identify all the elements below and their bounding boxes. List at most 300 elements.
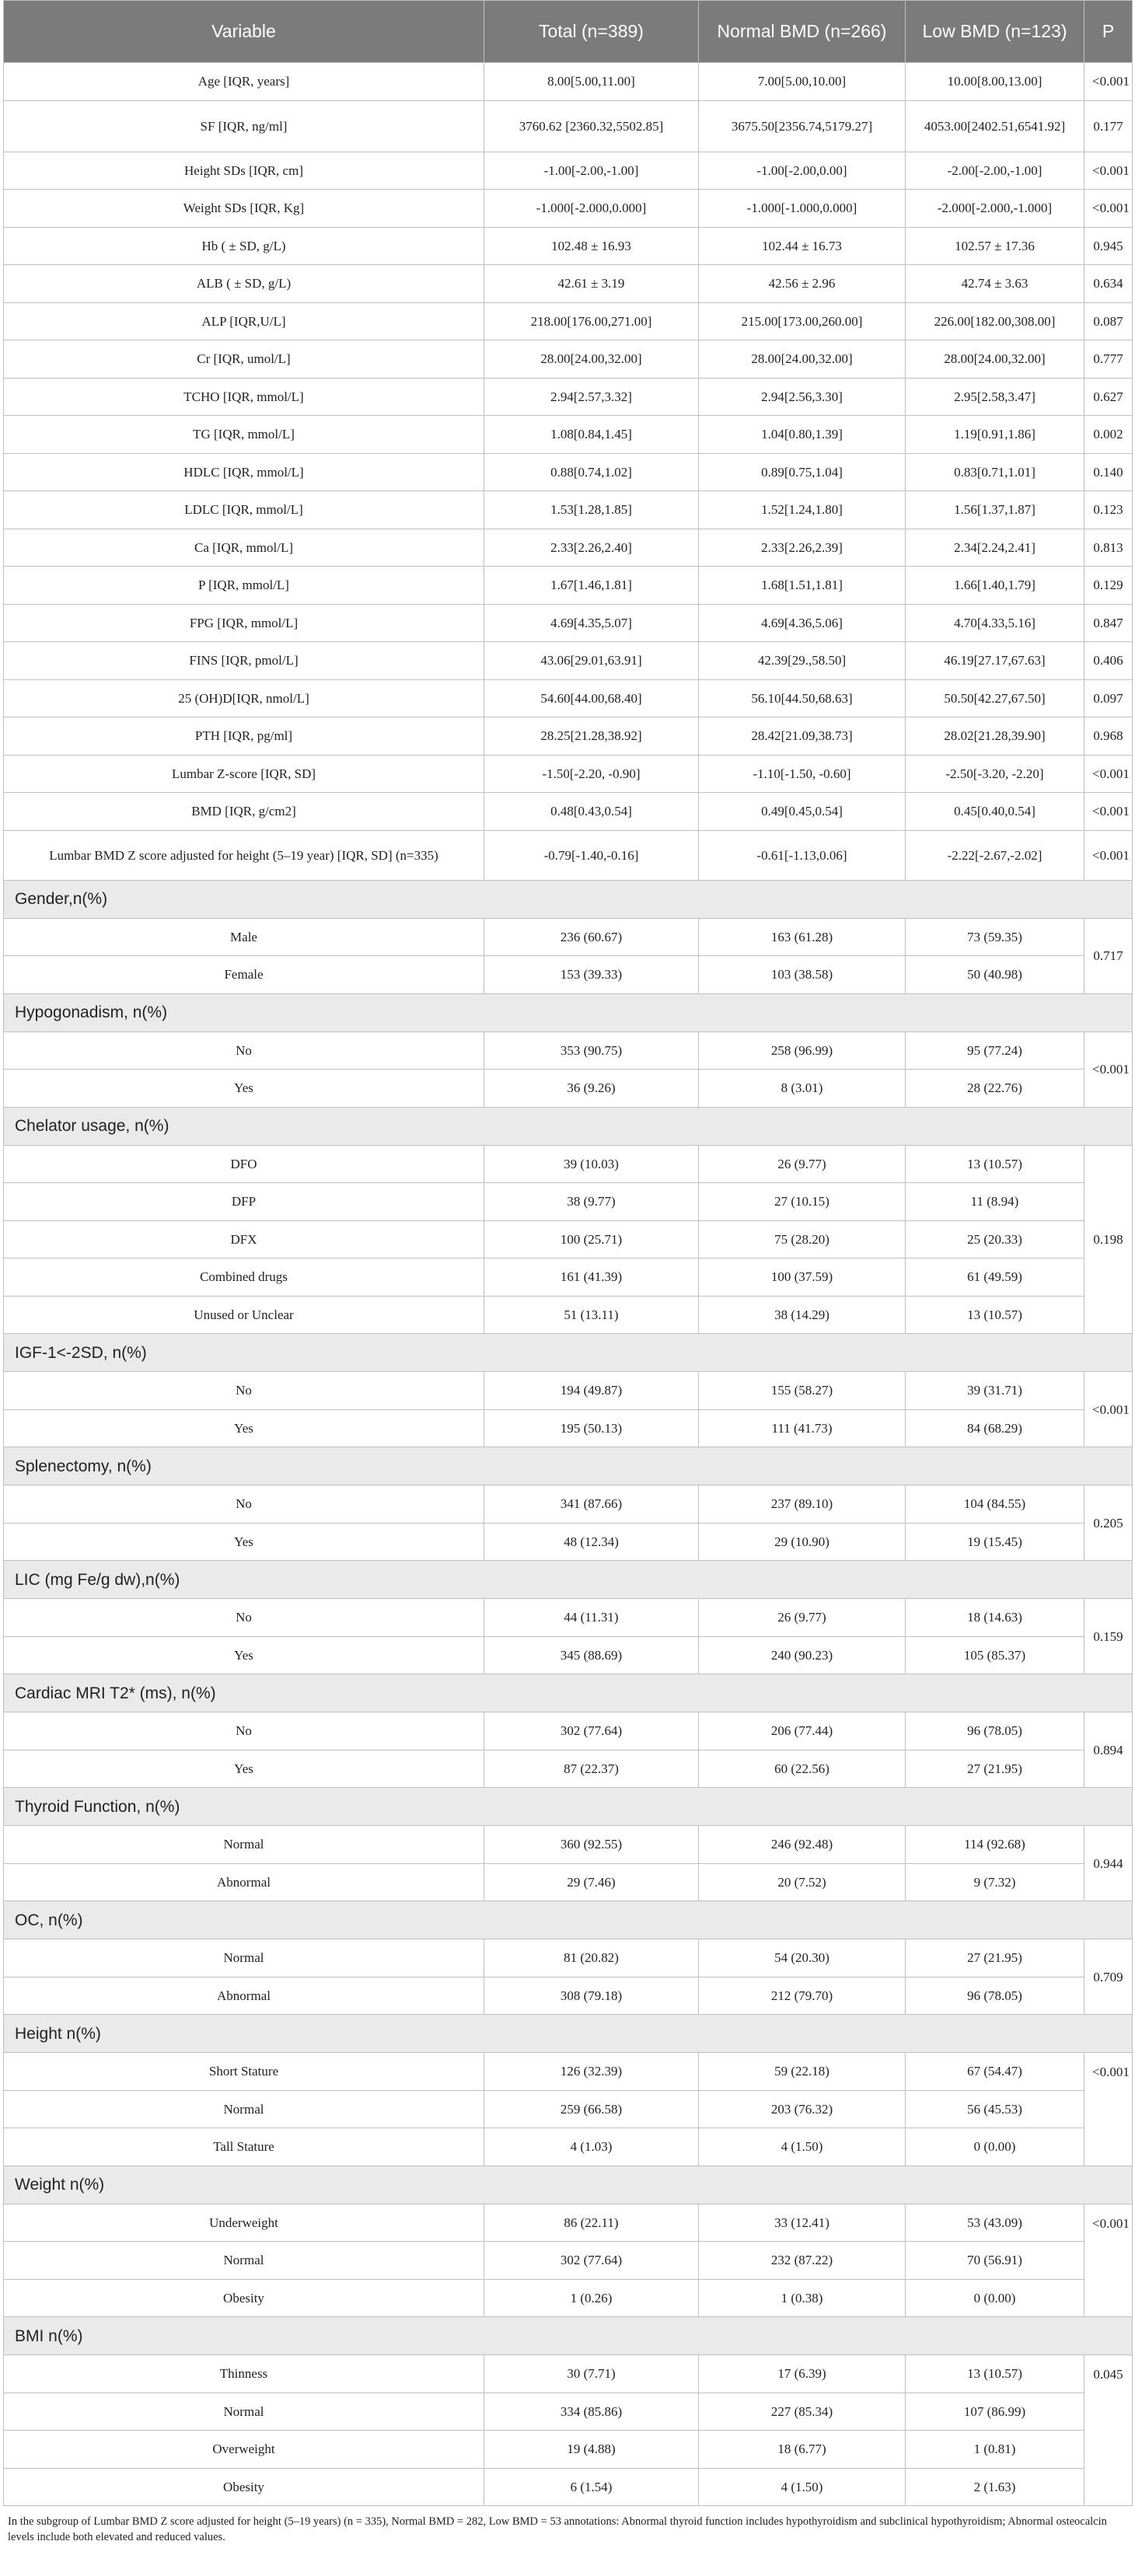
total-cell: 218.00[176.00,271.00]	[484, 302, 699, 340]
p-value-cell: <0.001	[1084, 793, 1133, 831]
variable-cell: P [IQR, mmol/L]	[4, 567, 484, 605]
normal-bmd-cell: 246 (92.48)	[699, 1826, 906, 1864]
low-bmd-cell: 28 (22.76)	[906, 1070, 1084, 1108]
header-total: Total (n=389)	[484, 1, 699, 63]
category-title: Chelator usage, n(%)	[4, 1107, 1133, 1145]
total-cell: 0.48[0.43,0.54]	[484, 793, 699, 831]
table-row	[4, 190, 1133, 228]
normal-bmd-cell: 18 (6.77)	[699, 2431, 906, 2469]
variable-cell: Normal	[4, 2242, 484, 2280]
table-row	[4, 717, 1133, 756]
total-cell: 236 (60.67)	[484, 918, 699, 956]
low-bmd-cell: 13 (10.57)	[906, 1145, 1084, 1183]
p-value-cell: 0.627	[1084, 378, 1133, 416]
total-cell: 259 (66.58)	[484, 2090, 699, 2128]
low-bmd-cell: 9 (7.32)	[906, 1863, 1084, 1901]
normal-bmd-cell: -1.00[-2.00,0.00]	[699, 152, 906, 190]
normal-bmd-cell: 1 (0.38)	[699, 2279, 906, 2317]
p-value-cell: 0.140	[1084, 453, 1133, 491]
total-cell: -1.00[-2.00,-1.00]	[484, 152, 699, 190]
table-row	[4, 755, 1133, 793]
variable-cell: No	[4, 1599, 484, 1637]
table-row	[4, 2279, 1133, 2317]
p-value-cell: <0.001	[1084, 190, 1133, 228]
normal-bmd-cell: 2.33[2.26,2.39]	[699, 529, 906, 567]
variable-cell: Cr [IQR, umol/L]	[4, 340, 484, 379]
category-header-row	[4, 1561, 1133, 1599]
total-cell: 1 (0.26)	[484, 2279, 699, 2317]
table-row	[4, 2431, 1133, 2469]
variable-cell: Underweight	[4, 2204, 484, 2242]
variable-cell: Overweight	[4, 2431, 484, 2469]
p-value-cell: <0.001	[1084, 152, 1133, 190]
normal-bmd-cell: 0.89[0.75,1.04]	[699, 453, 906, 491]
low-bmd-cell: 73 (59.35)	[906, 918, 1084, 956]
low-bmd-cell: 114 (92.68)	[906, 1826, 1084, 1864]
normal-bmd-cell: 4 (1.50)	[699, 2128, 906, 2166]
normal-bmd-cell: 29 (10.90)	[699, 1523, 906, 1561]
category-title: OC, n(%)	[4, 1901, 1133, 1939]
variable-cell: Abnormal	[4, 1977, 484, 2015]
normal-bmd-cell: 237 (89.10)	[699, 1485, 906, 1524]
normal-bmd-cell: -0.61[-1.13,0.06]	[699, 830, 906, 880]
low-bmd-cell: 13 (10.57)	[906, 2355, 1084, 2393]
normal-bmd-cell: 1.04[0.80,1.39]	[699, 416, 906, 454]
low-bmd-cell: 2.95[2.58,3.47]	[906, 378, 1084, 416]
total-cell: 308 (79.18)	[484, 1977, 699, 2015]
total-cell: 0.88[0.74,1.02]	[484, 453, 699, 491]
low-bmd-cell: 96 (78.05)	[906, 1712, 1084, 1750]
variable-cell: Thinness	[4, 2355, 484, 2393]
normal-bmd-cell: 4.69[4.36,5.06]	[699, 604, 906, 642]
p-value-cell: 0.944	[1084, 1826, 1133, 1901]
variable-cell: Weight SDs [IQR, Kg]	[4, 190, 484, 228]
normal-bmd-cell: 4 (1.50)	[699, 2468, 906, 2506]
total-cell: 8.00[5.00,11.00]	[484, 63, 699, 101]
table-row	[4, 679, 1133, 717]
total-cell: 36 (9.26)	[484, 1070, 699, 1108]
low-bmd-cell: -2.000[-2.000,-1.000]	[906, 190, 1084, 228]
low-bmd-cell: 11 (8.94)	[906, 1183, 1084, 1221]
category-header-row	[4, 880, 1133, 918]
category-header-row	[4, 2317, 1133, 2355]
total-cell: 42.61 ± 3.19	[484, 265, 699, 303]
category-header-row	[4, 2015, 1133, 2053]
low-bmd-cell: 18 (14.63)	[906, 1599, 1084, 1637]
normal-bmd-cell: 102.44 ± 16.73	[699, 227, 906, 265]
variable-cell: FINS [IQR, pmol/L]	[4, 642, 484, 680]
low-bmd-cell: 53 (43.09)	[906, 2204, 1084, 2242]
low-bmd-cell: 96 (78.05)	[906, 1977, 1084, 2015]
variable-cell: Normal	[4, 1939, 484, 1977]
table-row	[4, 1485, 1133, 1524]
normal-bmd-cell: 28.42[21.09,38.73]	[699, 717, 906, 756]
total-cell: 28.25[21.28,38.92]	[484, 717, 699, 756]
low-bmd-cell: 105 (85.37)	[906, 1636, 1084, 1674]
total-cell: 345 (88.69)	[484, 1636, 699, 1674]
p-value-cell: 0.159	[1084, 1599, 1133, 1674]
normal-bmd-cell: 203 (76.32)	[699, 2090, 906, 2128]
p-value-cell: 0.709	[1084, 1939, 1133, 2015]
normal-bmd-cell: 20 (7.52)	[699, 1863, 906, 1901]
table-row	[4, 152, 1133, 190]
normal-bmd-cell: 163 (61.28)	[699, 918, 906, 956]
total-cell: 86 (22.11)	[484, 2204, 699, 2242]
total-cell: 39 (10.03)	[484, 1145, 699, 1183]
p-value-cell: 0.205	[1084, 1485, 1133, 1561]
category-title: Hypogonadism, n(%)	[4, 993, 1133, 1031]
normal-bmd-cell: 27 (10.15)	[699, 1183, 906, 1221]
low-bmd-cell: 28.00[24.00,32.00]	[906, 340, 1084, 379]
low-bmd-cell: 1.19[0.91,1.86]	[906, 416, 1084, 454]
p-value-cell: <0.001	[1084, 755, 1133, 793]
variable-cell: 25 (OH)D[IQR, nmol/L]	[4, 679, 484, 717]
table-row	[4, 2393, 1133, 2431]
variable-cell: Abnormal	[4, 1863, 484, 1901]
normal-bmd-cell: 26 (9.77)	[699, 1145, 906, 1183]
variable-cell: Obesity	[4, 2468, 484, 2506]
low-bmd-cell: 19 (15.45)	[906, 1523, 1084, 1561]
p-value-cell: 0.123	[1084, 491, 1133, 529]
variable-cell: No	[4, 1372, 484, 1410]
table-row	[4, 567, 1133, 605]
table-row	[4, 265, 1133, 303]
p-value-cell: 0.813	[1084, 529, 1133, 567]
category-header-row	[4, 1334, 1133, 1372]
table-row	[4, 302, 1133, 340]
p-value-cell: 0.945	[1084, 227, 1133, 265]
table-body	[4, 63, 1133, 2506]
total-cell: -1.000[-2.000,0.000]	[484, 190, 699, 228]
table-header	[4, 1, 1133, 63]
variable-cell: Height SDs [IQR, cm]	[4, 152, 484, 190]
p-value-cell: 0.847	[1084, 604, 1133, 642]
category-title: Cardiac MRI T2* (ms), n(%)	[4, 1674, 1133, 1712]
variable-cell: No	[4, 1031, 484, 1070]
low-bmd-cell: 0.83[0.71,1.01]	[906, 453, 1084, 491]
normal-bmd-cell: 42.39[29.,58.50]	[699, 642, 906, 680]
table-row	[4, 2053, 1133, 2091]
p-value-cell: 0.002	[1084, 416, 1133, 454]
header-p: P	[1084, 1, 1133, 63]
low-bmd-cell: -2.00[-2.00,-1.00]	[906, 152, 1084, 190]
variable-cell: DFO	[4, 1145, 484, 1183]
low-bmd-cell: 10.00[8.00,13.00]	[906, 63, 1084, 101]
low-bmd-cell: 1 (0.81)	[906, 2431, 1084, 2469]
table-row	[4, 1183, 1133, 1221]
category-header-row	[4, 1107, 1133, 1145]
category-title: IGF-1<-2SD, n(%)	[4, 1334, 1133, 1372]
category-header-row	[4, 1901, 1133, 1939]
low-bmd-cell: 84 (68.29)	[906, 1409, 1084, 1447]
variable-cell: Yes	[4, 1070, 484, 1108]
table-row	[4, 2242, 1133, 2280]
variable-cell: Yes	[4, 1523, 484, 1561]
total-cell: 161 (41.39)	[484, 1258, 699, 1297]
total-cell: 29 (7.46)	[484, 1863, 699, 1901]
table-row	[4, 416, 1133, 454]
normal-bmd-cell: 100 (37.59)	[699, 1258, 906, 1297]
p-value-cell: 0.634	[1084, 265, 1133, 303]
p-value-cell: 0.894	[1084, 1712, 1133, 1788]
low-bmd-cell: -2.22[-2.67,-2.02]	[906, 830, 1084, 880]
total-cell: 1.67[1.46,1.81]	[484, 567, 699, 605]
normal-bmd-cell: 60 (22.56)	[699, 1750, 906, 1788]
total-cell: 4 (1.03)	[484, 2128, 699, 2166]
variable-cell: No	[4, 1712, 484, 1750]
table-row	[4, 956, 1133, 994]
normal-bmd-cell: -1.10[-1.50, -0.60]	[699, 755, 906, 793]
p-value-cell: <0.001	[1084, 63, 1133, 101]
normal-bmd-cell: 227 (85.34)	[699, 2393, 906, 2431]
low-bmd-cell: 2 (1.63)	[906, 2468, 1084, 2506]
table-row	[4, 793, 1133, 831]
p-value-cell: <0.001	[1084, 2204, 1133, 2317]
category-title: BMI n(%)	[4, 2317, 1133, 2355]
p-value-cell: 0.198	[1084, 1145, 1133, 1334]
low-bmd-cell: 1.56[1.37,1.87]	[906, 491, 1084, 529]
normal-bmd-cell: 17 (6.39)	[699, 2355, 906, 2393]
table-footnote: In the subgroup of Lumbar BMD Z score adjusted for height (5–19 years) (n = 335), Normal BMD = 282, Low BMD = 53 annotations: Abnormal thyroid function includes hypothyroidism and subclinical hypothyroidism; Abnormal osteocalcin levels include both elevated and reduced values.	[8, 2515, 1107, 2543]
p-value-cell: 0.129	[1084, 567, 1133, 605]
normal-bmd-cell: 111 (41.73)	[699, 1409, 906, 1447]
low-bmd-cell: 28.02[21.28,39.90]	[906, 717, 1084, 756]
table-row	[4, 1939, 1133, 1977]
variable-cell: Ca [IQR, mmol/L]	[4, 529, 484, 567]
category-header-row	[4, 2166, 1133, 2204]
normal-bmd-cell: 7.00[5.00,10.00]	[699, 63, 906, 101]
total-cell: 153 (39.33)	[484, 956, 699, 994]
low-bmd-cell: 104 (84.55)	[906, 1485, 1084, 1524]
category-header-row	[4, 1674, 1133, 1712]
low-bmd-cell: 13 (10.57)	[906, 1296, 1084, 1334]
variable-cell: Male	[4, 918, 484, 956]
table-row	[4, 2355, 1133, 2393]
variable-cell: Tall Stature	[4, 2128, 484, 2166]
normal-bmd-cell: 42.56 ± 2.96	[699, 265, 906, 303]
table-row	[4, 227, 1133, 265]
low-bmd-cell: 4053.00[2402.51,6541.92]	[906, 100, 1084, 152]
total-cell: 30 (7.71)	[484, 2355, 699, 2393]
table-row	[4, 1220, 1133, 1258]
normal-bmd-cell: 1.52[1.24,1.80]	[699, 491, 906, 529]
normal-bmd-cell: 3675.50[2356.74,5179.27]	[699, 100, 906, 152]
variable-cell: Yes	[4, 1750, 484, 1788]
p-value-cell: 0.406	[1084, 642, 1133, 680]
p-value-cell: <0.001	[1084, 830, 1133, 880]
table-row	[4, 2468, 1133, 2506]
low-bmd-cell: 27 (21.95)	[906, 1939, 1084, 1977]
variable-cell: Female	[4, 956, 484, 994]
table-row	[4, 63, 1133, 101]
table-row	[4, 2090, 1133, 2128]
normal-bmd-cell: 155 (58.27)	[699, 1372, 906, 1410]
low-bmd-cell: 4.70[4.33,5.16]	[906, 604, 1084, 642]
normal-bmd-cell: 258 (96.99)	[699, 1031, 906, 1070]
total-cell: 6 (1.54)	[484, 2468, 699, 2506]
table-row	[4, 1409, 1133, 1447]
variable-cell: LDLC [IQR, mmol/L]	[4, 491, 484, 529]
variable-cell: Unused or Unclear	[4, 1296, 484, 1334]
table-row	[4, 1750, 1133, 1788]
table-row	[4, 2204, 1133, 2242]
table-row	[4, 378, 1133, 416]
normal-bmd-cell: 0.49[0.45,0.54]	[699, 793, 906, 831]
category-title: Gender,n(%)	[4, 880, 1133, 918]
low-bmd-cell: 226.00[182.00,308.00]	[906, 302, 1084, 340]
table-row	[4, 453, 1133, 491]
low-bmd-cell: 39 (31.71)	[906, 1372, 1084, 1410]
total-cell: 43.06[29.01,63.91]	[484, 642, 699, 680]
header-variable: Variable	[4, 1, 484, 63]
variable-cell: PTH [IQR, pg/ml]	[4, 717, 484, 756]
low-bmd-cell: 70 (56.91)	[906, 2242, 1084, 2280]
variable-cell: DFX	[4, 1220, 484, 1258]
variable-cell: DFP	[4, 1183, 484, 1221]
normal-bmd-cell: 33 (12.41)	[699, 2204, 906, 2242]
variable-cell: Normal	[4, 2393, 484, 2431]
table-row	[4, 529, 1133, 567]
table-row	[4, 830, 1133, 880]
low-bmd-cell: 102.57 ± 17.36	[906, 227, 1084, 265]
total-cell: 353 (90.75)	[484, 1031, 699, 1070]
total-cell: 102.48 ± 16.93	[484, 227, 699, 265]
low-bmd-cell: 2.34[2.24,2.41]	[906, 529, 1084, 567]
table-row	[4, 1863, 1133, 1901]
normal-bmd-cell: 103 (38.58)	[699, 956, 906, 994]
variable-cell: Age [IQR, years]	[4, 63, 484, 101]
variable-cell: Yes	[4, 1409, 484, 1447]
variable-cell: ALB ( ± SD, g/L)	[4, 265, 484, 303]
variable-cell: Short Stature	[4, 2053, 484, 2091]
category-header-row	[4, 993, 1133, 1031]
variable-cell: FPG [IQR, mmol/L]	[4, 604, 484, 642]
table-row	[4, 1523, 1133, 1561]
normal-bmd-cell: 8 (3.01)	[699, 1070, 906, 1108]
variable-cell: SF [IQR, ng/ml]	[4, 100, 484, 152]
table-row	[4, 1636, 1133, 1674]
baseline-characteristics-table	[3, 0, 1133, 2506]
low-bmd-cell: 46.19[27.17,67.63]	[906, 642, 1084, 680]
low-bmd-cell: 107 (86.99)	[906, 2393, 1084, 2431]
low-bmd-cell: 50.50[42.27,67.50]	[906, 679, 1084, 717]
category-title: Splenectomy, n(%)	[4, 1447, 1133, 1485]
p-value-cell: 0.777	[1084, 340, 1133, 379]
normal-bmd-cell: 75 (28.20)	[699, 1220, 906, 1258]
table-row	[4, 1372, 1133, 1410]
total-cell: 194 (49.87)	[484, 1372, 699, 1410]
table-row	[4, 1031, 1133, 1070]
total-cell: 19 (4.88)	[484, 2431, 699, 2469]
table-row	[4, 340, 1133, 379]
table-row	[4, 1145, 1133, 1183]
total-cell: 341 (87.66)	[484, 1485, 699, 1524]
total-cell: 100 (25.71)	[484, 1220, 699, 1258]
normal-bmd-cell: 232 (87.22)	[699, 2242, 906, 2280]
variable-cell: TCHO [IQR, mmol/L]	[4, 378, 484, 416]
low-bmd-cell: 27 (21.95)	[906, 1750, 1084, 1788]
category-title: Thyroid Function, n(%)	[4, 1788, 1133, 1826]
normal-bmd-cell: 240 (90.23)	[699, 1636, 906, 1674]
total-cell: 302 (77.64)	[484, 2242, 699, 2280]
variable-cell: Hb ( ± SD, g/L)	[4, 227, 484, 265]
variable-cell: BMD [IQR, g/cm2]	[4, 793, 484, 831]
total-cell: 195 (50.13)	[484, 1409, 699, 1447]
normal-bmd-cell: 215.00[173.00,260.00]	[699, 302, 906, 340]
p-value-cell: 0.097	[1084, 679, 1133, 717]
low-bmd-cell: 95 (77.24)	[906, 1031, 1084, 1070]
variable-cell: HDLC [IQR, mmol/L]	[4, 453, 484, 491]
category-header-row	[4, 1788, 1133, 1826]
low-bmd-cell: 0.45[0.40,0.54]	[906, 793, 1084, 831]
total-cell: 48 (12.34)	[484, 1523, 699, 1561]
table-row	[4, 604, 1133, 642]
total-cell: -1.50[-2.20, -0.90]	[484, 755, 699, 793]
variable-cell: Yes	[4, 1636, 484, 1674]
normal-bmd-cell: -1.000[-1.000,0.000]	[699, 190, 906, 228]
category-title: Weight n(%)	[4, 2166, 1133, 2204]
table-row	[4, 1070, 1133, 1108]
table-row	[4, 918, 1133, 956]
p-value-cell: <0.001	[1084, 1372, 1133, 1447]
normal-bmd-cell: 26 (9.77)	[699, 1599, 906, 1637]
table-row	[4, 2128, 1133, 2166]
normal-bmd-cell: 212 (79.70)	[699, 1977, 906, 2015]
normal-bmd-cell: 54 (20.30)	[699, 1939, 906, 1977]
table-row	[4, 491, 1133, 529]
header-low-bmd: Low BMD (n=123)	[906, 1, 1084, 63]
low-bmd-cell: 67 (54.47)	[906, 2053, 1084, 2091]
normal-bmd-cell: 28.00[24.00,32.00]	[699, 340, 906, 379]
total-cell: 81 (20.82)	[484, 1939, 699, 1977]
category-header-row	[4, 1447, 1133, 1485]
table-row	[4, 1296, 1133, 1334]
total-cell: 302 (77.64)	[484, 1712, 699, 1750]
category-title: Height n(%)	[4, 2015, 1133, 2053]
p-value-cell: 0.045	[1084, 2355, 1133, 2506]
p-value-cell: 0.968	[1084, 717, 1133, 756]
low-bmd-cell: -2.50[-3.20, -2.20]	[906, 755, 1084, 793]
low-bmd-cell: 0 (0.00)	[906, 2128, 1084, 2166]
header-row	[4, 1, 1133, 63]
low-bmd-cell: 50 (40.98)	[906, 956, 1084, 994]
total-cell: 1.53[1.28,1.85]	[484, 491, 699, 529]
variable-cell: Obesity	[4, 2279, 484, 2317]
table-row	[4, 1712, 1133, 1750]
low-bmd-cell: 0 (0.00)	[906, 2279, 1084, 2317]
total-cell: -0.79[-1.40,-0.16]	[484, 830, 699, 880]
normal-bmd-cell: 206 (77.44)	[699, 1712, 906, 1750]
low-bmd-cell: 61 (49.59)	[906, 1258, 1084, 1297]
total-cell: 3760.62 [2360.32,5502.85]	[484, 100, 699, 152]
total-cell: 54.60[44.00,68.40]	[484, 679, 699, 717]
table-row	[4, 1826, 1133, 1864]
category-title: LIC (mg Fe/g dw),n(%)	[4, 1561, 1133, 1599]
normal-bmd-cell: 56.10[44.50,68.63]	[699, 679, 906, 717]
variable-cell: Lumbar BMD Z score adjusted for height (5–19 year) [IQR, SD] (n=335)	[4, 830, 484, 880]
normal-bmd-cell: 59 (22.18)	[699, 2053, 906, 2091]
low-bmd-cell: 42.74 ± 3.63	[906, 265, 1084, 303]
normal-bmd-cell: 2.94[2.56,3.30]	[699, 378, 906, 416]
variable-cell: Normal	[4, 1826, 484, 1864]
table-row	[4, 642, 1133, 680]
p-value-cell: 0.177	[1084, 100, 1133, 152]
total-cell: 87 (22.37)	[484, 1750, 699, 1788]
p-value-cell: <0.001	[1084, 2053, 1133, 2166]
low-bmd-cell: 25 (20.33)	[906, 1220, 1084, 1258]
total-cell: 334 (85.86)	[484, 2393, 699, 2431]
variable-cell: Lumbar Z-score [IQR, SD]	[4, 755, 484, 793]
